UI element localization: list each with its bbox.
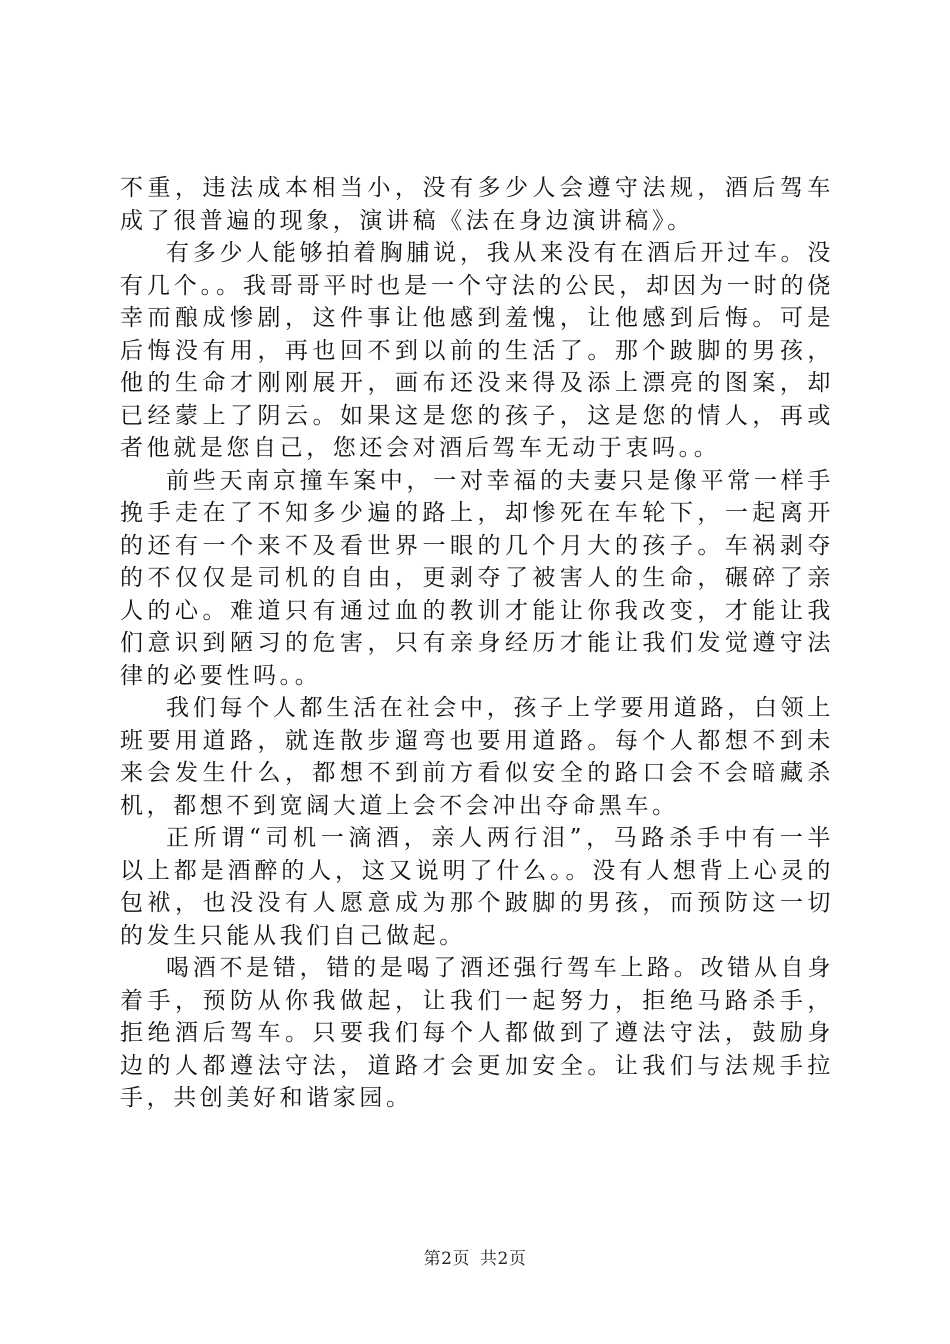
document-body xyxy=(120,172,834,1115)
paragraph-2: 有多少人能够拍着胸脯说，我从来没有在酒后开过车。没有几个。。我哥哥平时也是一个守法的公民，却因为一时的侥幸而酿成惨剧，这件事让他感到羞愧，让他感到后悔。可是后悔没有用，再也回不到以前的生活了。那个跛脚的男孩，他的生命才刚刚展开，画布还没来得及添上漂亮的图案，却已经蒙上了阴云。如果这是您的孩子，这是您的情人，再或者他就是您自己，您还会对酒后驾车无动于衷吗。。 xyxy=(120,240,834,461)
page-footer xyxy=(0,1244,950,1269)
page-number-total: 共2页 xyxy=(480,1249,527,1269)
paragraph-4: 我们每个人都生活在社会中，孩子上学要用道路，白领上班要用道路，就连散步遛弯也要用道路。每个人都想不到未来会发生什么，都想不到前方看似安全的路口会不会暗藏杀机，都想不到宽阔大道上会不会冲出夺命黑车。 xyxy=(120,695,834,819)
paragraph-3: 前些天南京撞车案中，一对幸福的夫妻只是像平常一样手挽手走在了不知多少遍的路上，却惨死在车轮下，一起离开的还有一个来不及看世界一眼的几个月大的孩子。车祸剥夺的不仅仅是司机的自由，更剥夺了被害人的生命，碾碎了亲人的心。难道只有通过血的教训才能让你我改变，才能让我们意识到陋习的危害，只有亲身经历才能让我们发觉遵守法律的必要性吗。。 xyxy=(120,467,834,689)
page-number-current: 第2页 xyxy=(423,1249,470,1269)
paragraph-5: 正所谓“司机一滴酒，亲人两行泪”，马路杀手中有一半以上都是酒醉的人，这又说明了什么。。没有人想背上心灵的包袱，也没没有人愿意成为那个跛脚的男孩，而预防这一切的发生只能从我们自己做起。 xyxy=(120,825,834,949)
paragraph-1: 不重，违法成本相当小，没有多少人会遵守法规，酒后驾车成了很普遍的现象，演讲稿《法在身边演讲稿》。 xyxy=(120,175,834,234)
paragraph-6: 喝酒不是错，错的是喝了酒还强行驾车上路。改错从自身着手，预防从你我做起，让我们一起努力，拒绝马路杀手，拒绝酒后驾车。只要我们每个人都做到了遵法守法，鼓励身边的人都遵法守法，道路才会更加安全。让我们与法规手拉手，共创美好和谐家园。 xyxy=(120,955,834,1111)
